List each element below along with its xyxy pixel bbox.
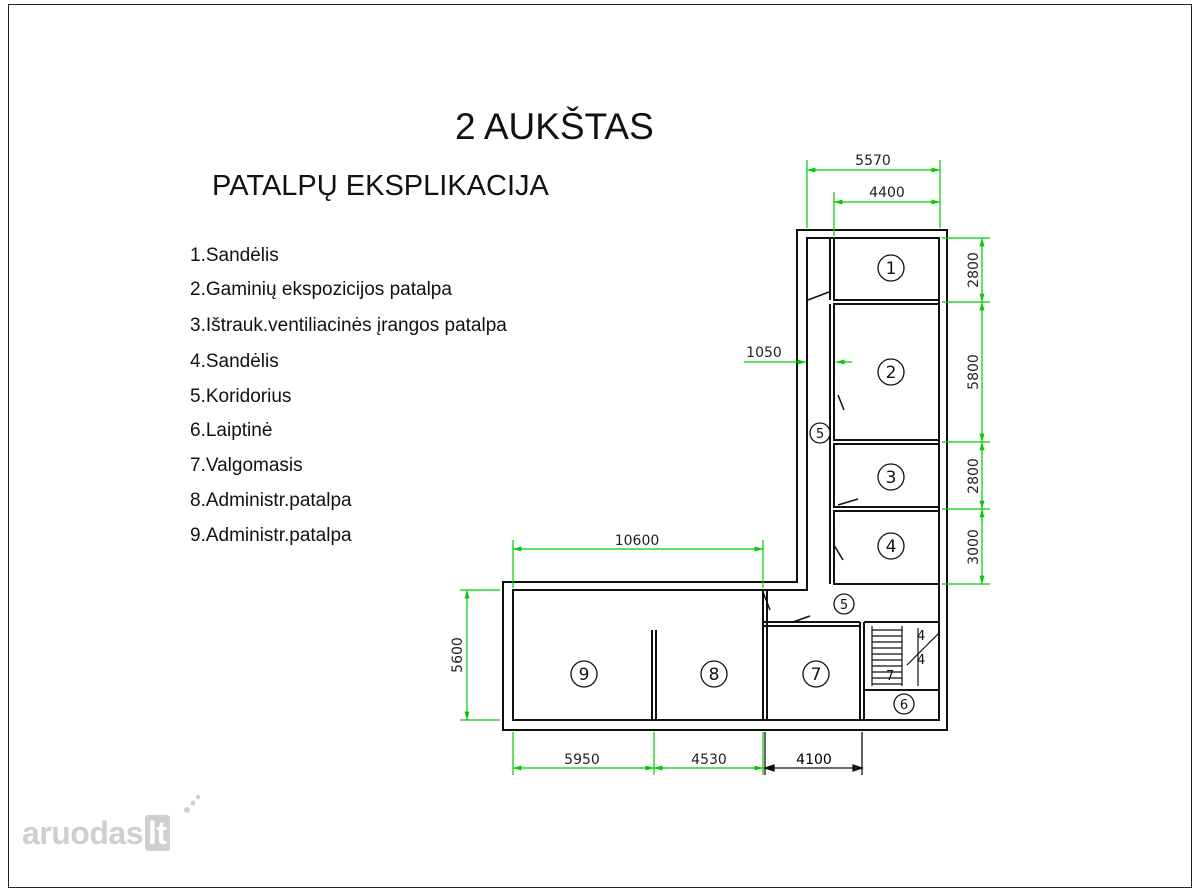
legend-item-5: 5.Koridorius: [190, 386, 292, 407]
dimension-lines: [460, 160, 990, 775]
aruodas-logo: [22, 815, 170, 852]
dim-label-room3-height: 2800: [966, 458, 982, 494]
stair-mark: 4: [917, 629, 926, 644]
room-number-5a: 5: [815, 427, 825, 442]
page-title: 2 AUKŠTAS: [455, 106, 654, 147]
room-number-8: 8: [708, 665, 720, 685]
dim-label-wing-length: 10600: [614, 533, 660, 549]
dim-label-room2-height: 5800: [966, 354, 982, 390]
legend-item-6: 6.Laiptinė: [190, 420, 273, 441]
legend-item-4: 4.Sandėlis: [190, 351, 279, 372]
dim-label-room7: 4100: [796, 752, 832, 768]
dim-label-room8: 4530: [691, 752, 727, 768]
page-subtitle: PATALPŲ EKSPLIKACIJA: [212, 170, 549, 202]
logo-text: aruodas: [22, 815, 143, 851]
dim-label-top-inner: 4400: [869, 185, 905, 201]
legend-item-9: 9.Administr.patalpa: [190, 525, 352, 546]
legend-item-1: 1.Sandėlis: [190, 245, 279, 266]
legend-item-2: 2.Gaminių ekspozicijos patalpa: [190, 279, 452, 300]
dim-label-wing-height: 5600: [450, 637, 466, 673]
legend-item-7: 7.Valgomasis: [190, 455, 303, 476]
legend-item-8: 8.Administr.patalpa: [190, 490, 352, 511]
dim-label-corridor: 1050: [746, 345, 782, 361]
dim-label-room1-height: 2800: [966, 252, 982, 288]
door-swings: [763, 292, 858, 622]
room-number-9: 9: [578, 665, 590, 685]
room-number-5b: 5: [839, 598, 849, 613]
stair-mark: 4: [917, 653, 926, 668]
room-number-6: 6: [899, 698, 909, 713]
dim-label-room4-height: 3000: [966, 529, 982, 565]
room-number-4: 4: [885, 537, 897, 557]
room-labels: [571, 255, 914, 714]
legend-item-3: 3.Ištrauk.ventiliacinės įrangos patalpa: [190, 315, 507, 336]
room-number-2: 2: [885, 363, 897, 383]
room-number-3: 3: [885, 468, 897, 488]
dim-label-room9: 5950: [564, 752, 600, 768]
staircase: [872, 626, 940, 686]
logo-suffix: lt: [145, 815, 170, 851]
room-number-1: 1: [885, 259, 897, 279]
logo-smoke-icon: [184, 795, 200, 813]
dim-label-top-total: 5570: [855, 153, 891, 169]
room-number-7: 7: [810, 665, 822, 685]
stair-mark: 7: [886, 669, 895, 684]
